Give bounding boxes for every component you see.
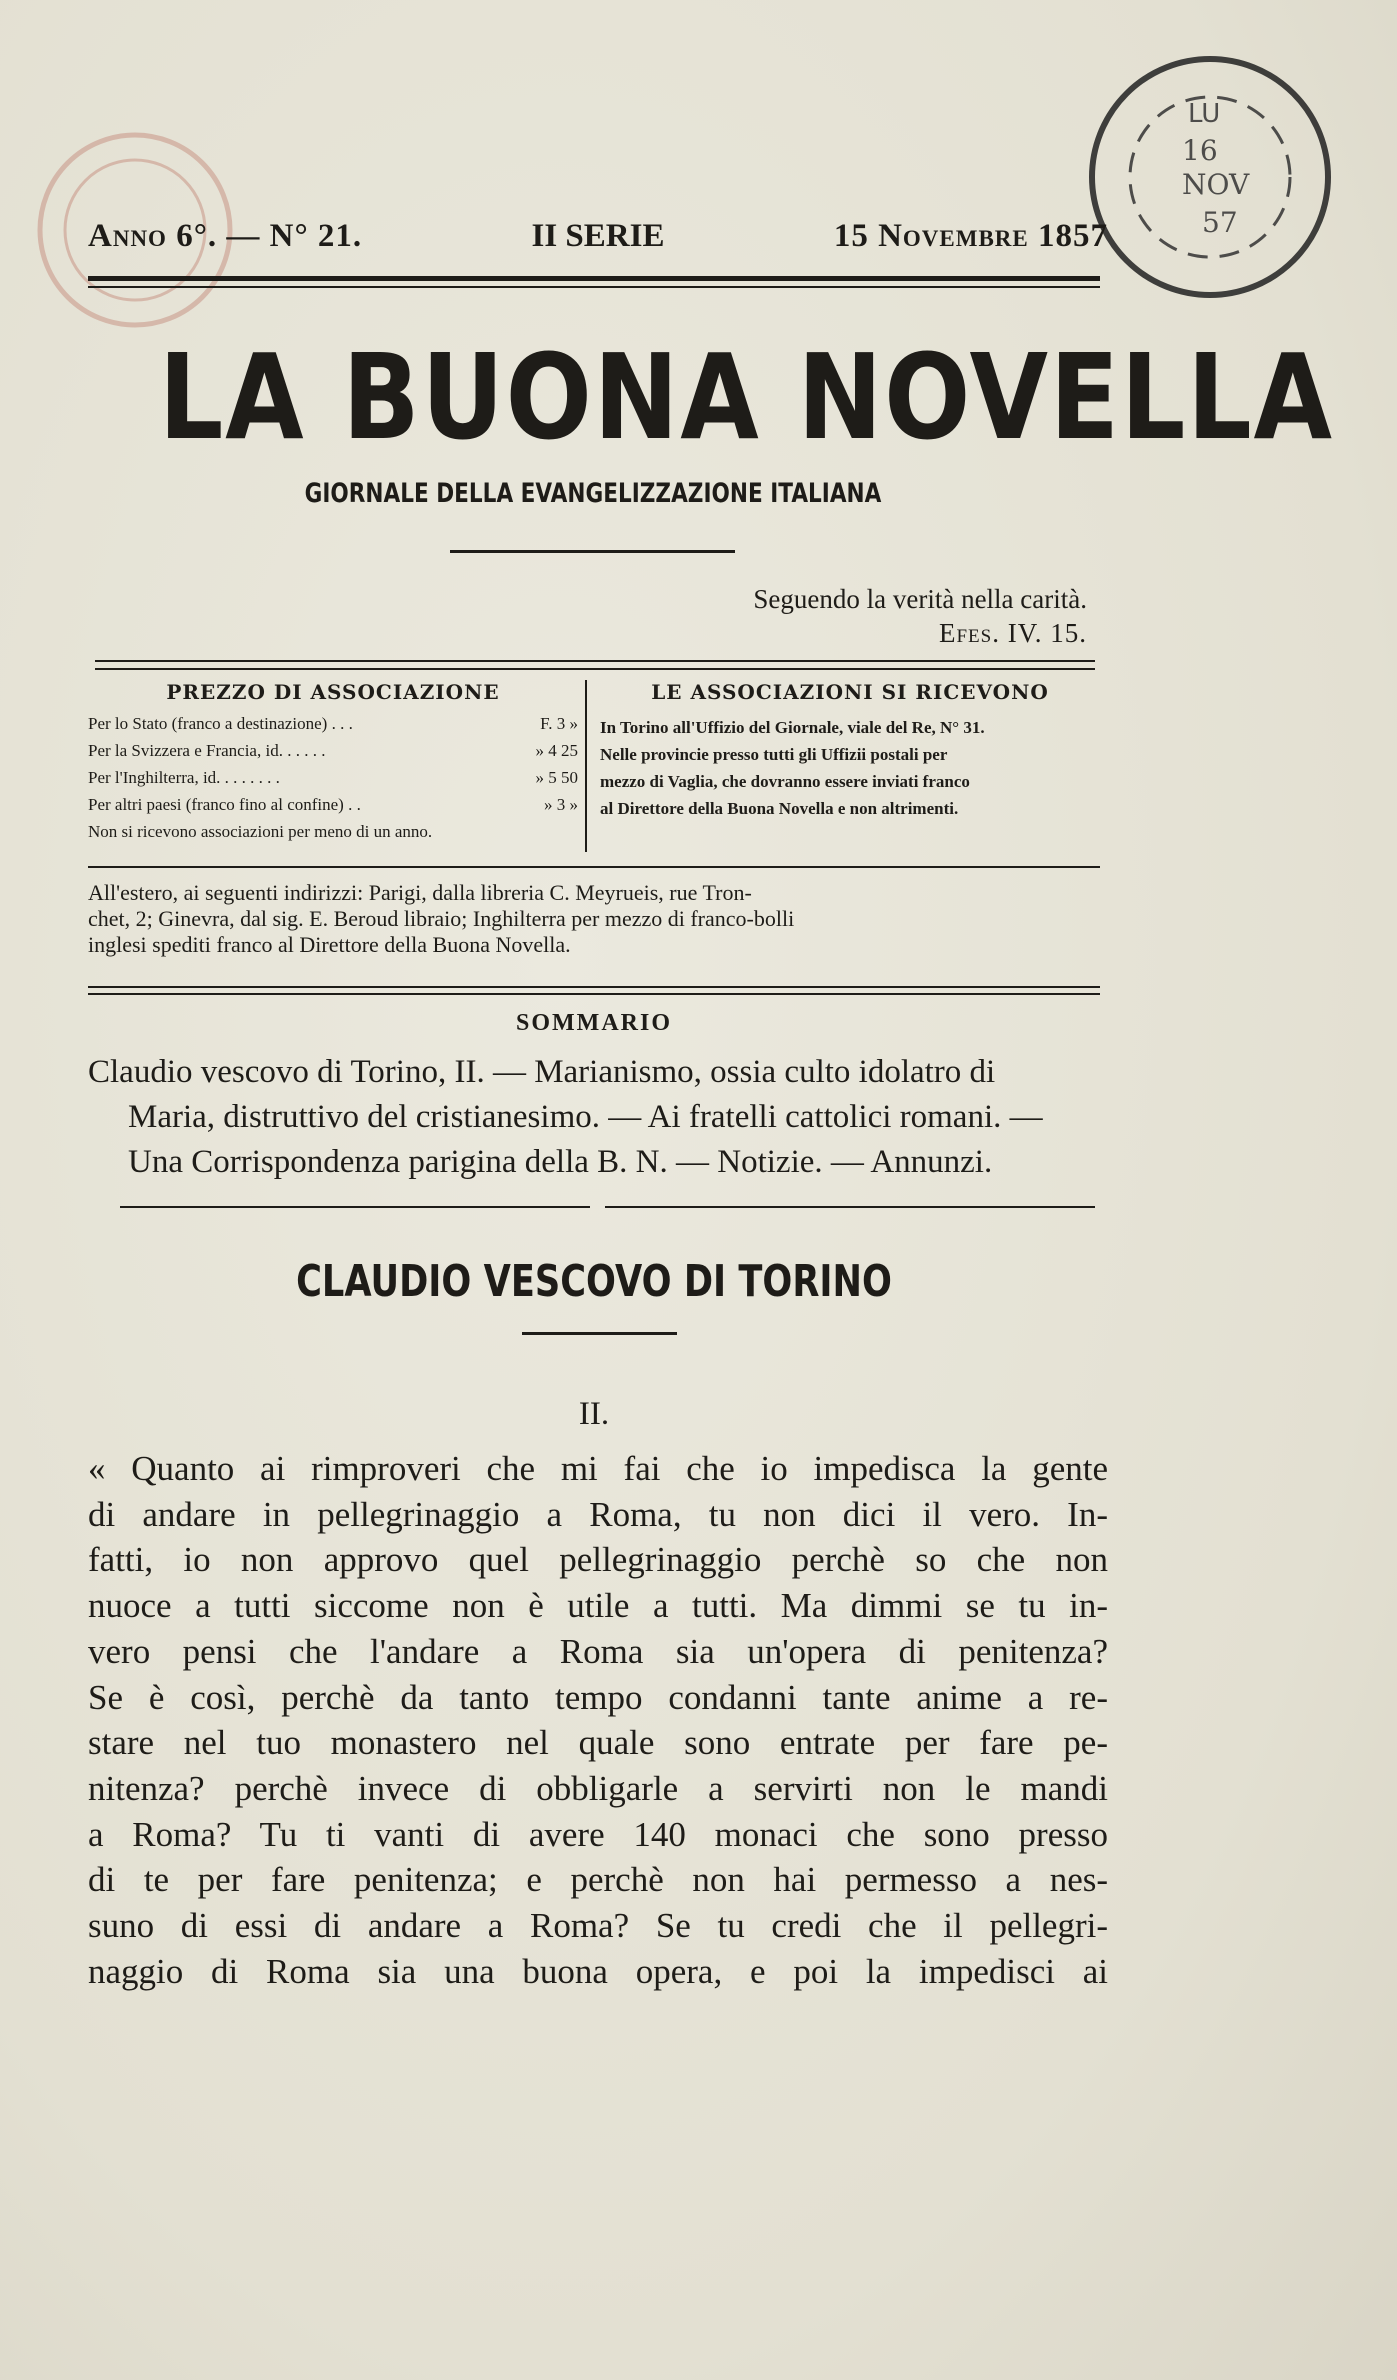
article-line: suno di essi di andare a Roma? Se tu credi che il pellegri- bbox=[88, 1906, 1108, 1946]
article-line: naggio di Roma sia una buona opera, e poi la impedisci ai bbox=[88, 1951, 1108, 1991]
price-value: F. 3 » bbox=[540, 714, 578, 733]
price-row bbox=[88, 710, 578, 737]
article-line: a Roma? Tu ti vanti di avere 140 monaci che sono presso bbox=[88, 1814, 1108, 1854]
sommario-rule-2 bbox=[88, 993, 1100, 995]
price-value: » 3 » bbox=[544, 795, 578, 814]
price-value: » 5 50 bbox=[535, 768, 578, 787]
price-value: » 4 25 bbox=[535, 741, 578, 760]
issue-number: Anno 6°. — N° 21. bbox=[88, 218, 363, 254]
motto bbox=[753, 582, 1087, 650]
ricevono-line: al Direttore della Buona Novella e non altrimenti. bbox=[600, 799, 959, 818]
sommario-line: Una Corrispondenza parigina della B. N. — Notizie. — Annunzi. bbox=[128, 1144, 993, 1180]
article-line: stare nel tuo monastero nel quale sono entrate per fare pe- bbox=[88, 1723, 1108, 1763]
ricevono-line: mezzo di Vaglia, che dovranno essere inviati franco bbox=[600, 772, 970, 791]
sommario bbox=[88, 1050, 1100, 1185]
issue-header bbox=[88, 218, 1108, 255]
abroad-line: All'estero, ai seguenti indirizzi: Parigi, dalla libreria C. Meyrueis, rue Tron- bbox=[88, 880, 752, 905]
box-rule-top-1 bbox=[95, 660, 1095, 662]
stamp-month: NOV bbox=[1182, 168, 1250, 201]
article-line: nitenza? perchè invece di obbligarle a servirti non le mandi bbox=[88, 1768, 1108, 1808]
price-label: Per l'Inghilterra, id. . . . . . . . bbox=[88, 768, 280, 787]
series-label: II SERIE bbox=[531, 218, 665, 254]
article-line: di andare in pellegrinaggio a Roma, tu non dici il vero. In- bbox=[88, 1494, 1108, 1534]
masthead-title: LA BUONA NOVELLA bbox=[158, 328, 1334, 466]
sommario-line: Claudio vescovo di Torino, II. — Marianismo, ossia culto idolatro di bbox=[88, 1054, 996, 1090]
price-row bbox=[88, 737, 578, 764]
box-rule-top-2 bbox=[95, 668, 1095, 670]
price-label: Per altri paesi (franco fino al confine) . . bbox=[88, 795, 361, 814]
article-title: CLAUDIO VESCOVO DI TORINO bbox=[296, 1256, 892, 1307]
price-label: Per lo Stato (franco a destinazione) . . . bbox=[88, 714, 353, 733]
sommario-title: SOMMARIO bbox=[516, 1010, 672, 1036]
stamp-day: 16 bbox=[1182, 134, 1218, 167]
article-line: vero pensi che l'andare a Roma sia un'opera di penitenza? bbox=[88, 1631, 1108, 1671]
abroad-line: inglesi spediti franco al Direttore della Buona Novella. bbox=[88, 932, 571, 957]
abroad-line: chet, 2; Ginevra, dal sig. E. Beroud libraio; Inghilterra per mezzo di franco-bolli bbox=[88, 906, 795, 931]
article-line: nuoce a tutti siccome non è utile a tutti. Ma dimmi se tu in- bbox=[88, 1586, 1108, 1626]
box-divider bbox=[585, 680, 587, 852]
prezzo-associazione bbox=[88, 680, 578, 845]
abroad-addresses bbox=[88, 880, 1100, 958]
article-line: Se è così, perchè da tanto tempo condanni tante anime a re- bbox=[88, 1677, 1108, 1717]
prezzo-note: Non si ricevono associazioni per meno di un anno. bbox=[88, 822, 433, 841]
price-row bbox=[88, 764, 578, 791]
box-rule-bottom bbox=[88, 866, 1100, 868]
associazioni-ricevono bbox=[600, 680, 1100, 822]
price-label: Per la Svizzera e Francia, id. . . . . . bbox=[88, 741, 326, 760]
stamp-text: LU bbox=[1188, 99, 1221, 129]
article-line: di te per fare penitenza; e perchè non hai permesso a nes- bbox=[88, 1860, 1108, 1900]
article-section-number: II. bbox=[578, 1396, 610, 1432]
prezzo-title: PREZZO DI ASSOCIAZIONE bbox=[166, 680, 500, 704]
sommario-bottom-rule-left bbox=[120, 1206, 590, 1208]
article-title-rule bbox=[522, 1332, 677, 1335]
header-rule-thin bbox=[88, 286, 1100, 288]
motto-reference: Efes. IV. 15. bbox=[939, 618, 1087, 648]
masthead-subtitle: GIORNALE DELLA EVANGELIZZAZIONE ITALIANA bbox=[304, 478, 882, 509]
subtitle-rule bbox=[450, 550, 735, 553]
motto-line: Seguendo la verità nella carità. bbox=[753, 584, 1087, 614]
article-line: « Quanto ai rimproveri che mi fai che io impedisca la gente bbox=[88, 1449, 1108, 1488]
ricevono-line: In Torino all'Uffizio del Giornale, viale del Re, N° 31. bbox=[600, 718, 985, 737]
article-line: fatti, io non approvo quel pellegrinaggio perchè so che non bbox=[88, 1540, 1108, 1580]
ricevono-title: LE ASSOCIAZIONI SI RICEVONO bbox=[651, 680, 1049, 704]
stamp-year: 57 bbox=[1202, 206, 1238, 239]
price-row bbox=[88, 791, 578, 818]
sommario-rule-1 bbox=[88, 986, 1100, 988]
ricevono-line: Nelle provincie presso tutti gli Uffizii postali per bbox=[600, 745, 948, 764]
article-body bbox=[88, 1446, 1108, 1994]
postmark-stamp bbox=[1070, 42, 1350, 312]
sommario-line: Maria, distruttivo del cristianesimo. — Ai fratelli cattolici romani. — bbox=[128, 1099, 1043, 1135]
header-rule-thick bbox=[88, 276, 1100, 281]
sommario-bottom-rule-right bbox=[605, 1206, 1095, 1208]
issue-date: 15 Novembre 1857 bbox=[833, 218, 1108, 254]
